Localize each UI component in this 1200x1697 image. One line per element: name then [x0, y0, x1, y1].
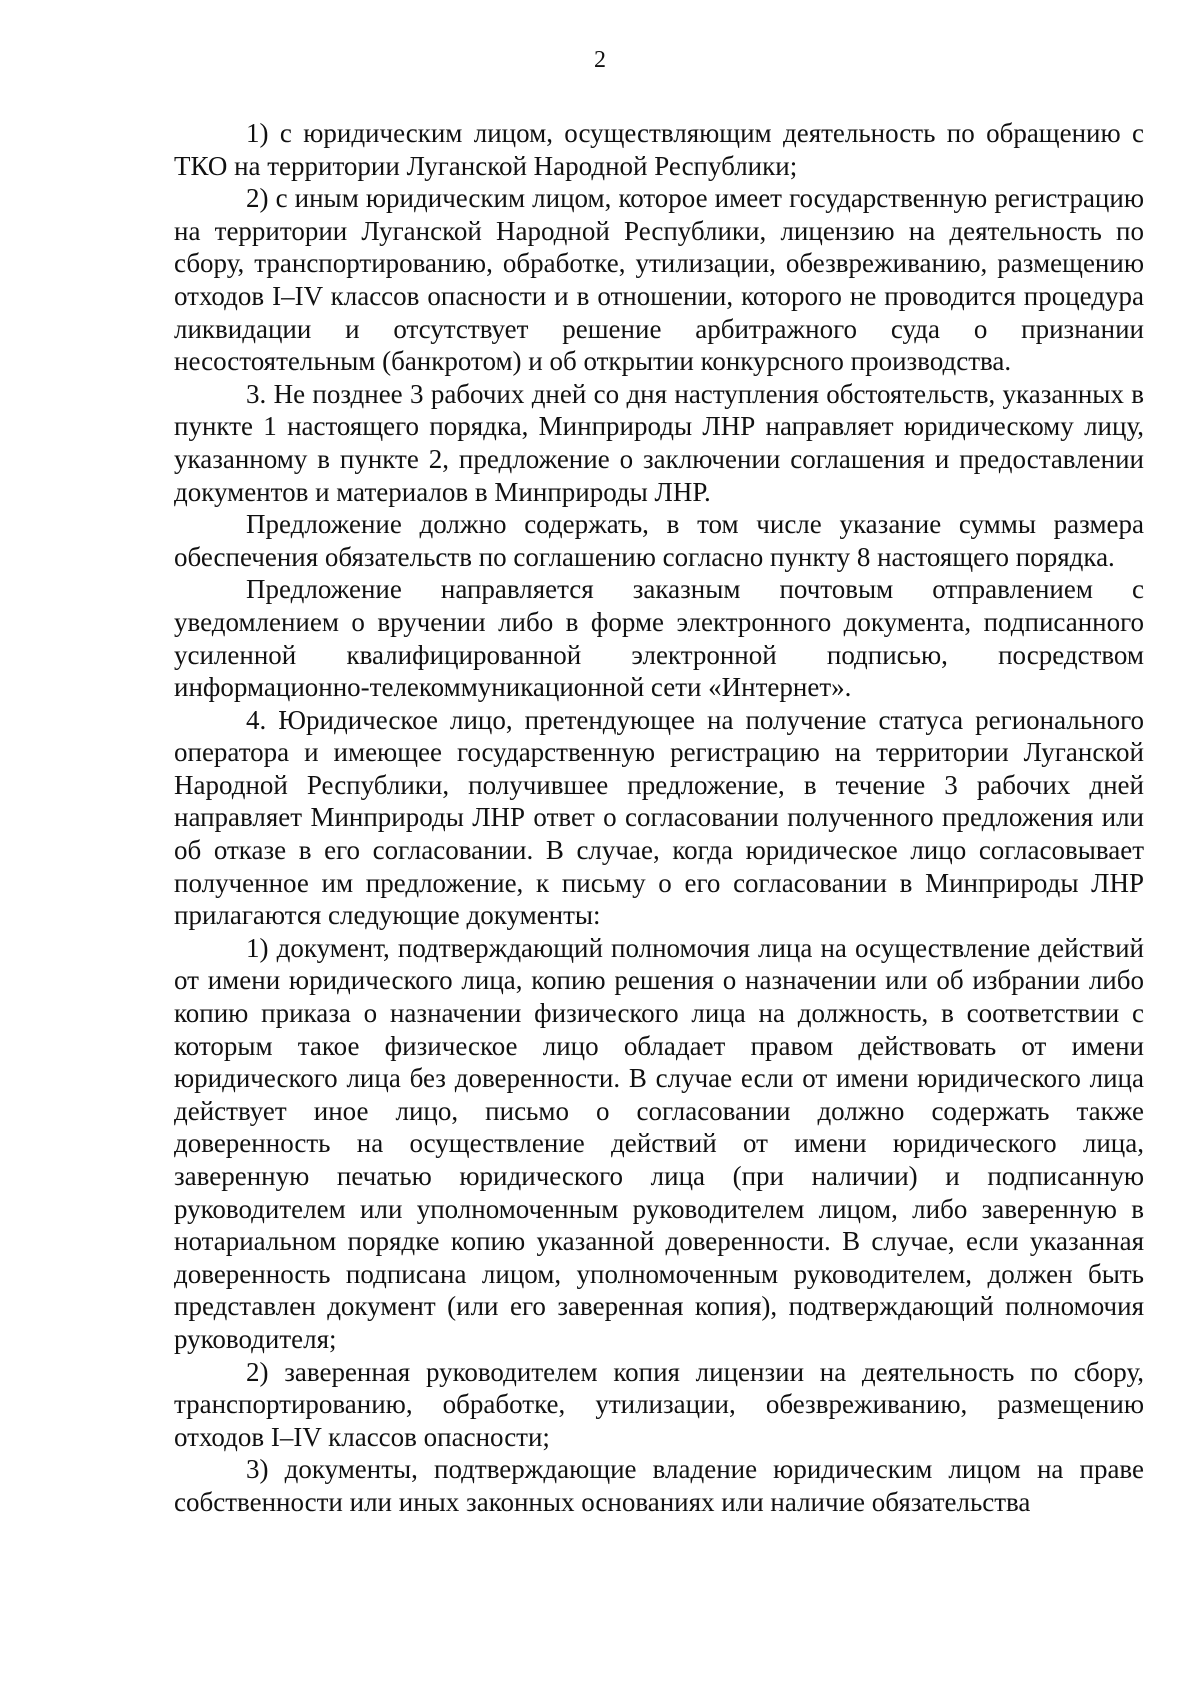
- paragraph-document-1: 1) документ, подтверждающий полномочия лица на осуществление действий от имени юридического лица, копию решения о назначении или об избрании либо копию приказа о назначении физического лица на должность, в соответствии с которым такое физическое лицо обладает правом действовать от имени юридического лица без доверенности. В случае если от имени юридического лица действует иное лицо, письмо о согласовании должно содержать также доверенность на осуществление действий от имени юридического лица, заверенную печатью юридического лица (при наличии) и подписанную руководителем или уполномоченным руководителем лицом, либо заверенную в нотариальном порядке копию указанной доверенности. В случае, если указанная доверенность подписана лицом, уполномоченным руководителем, должен быть представлен документ (или его заверенная копия), подтверждающий полномочия руководителя;: [174, 932, 1144, 1354]
- paragraph-offer-content: Предложение должно содержать, в том числе указание суммы размера обеспечения обязательств по соглашению согласно пункту 8 настоящего порядка.: [174, 509, 1144, 572]
- page-number: 2: [594, 47, 606, 73]
- paragraph-clause-3: 3. Не позднее 3 рабочих дней со дня наступления обстоятельств, указанных в пункте 1 настоящего порядка, Минприроды ЛНР направляет юридическому лицу, указанному в пункте 2, предложение о заключении соглашения и предоставлении документов и материалов в Минприроды ЛНР.: [174, 378, 1144, 507]
- paragraph-document-3: 3) документы, подтверждающие владение юридическим лицом на праве собственности или иных законных основаниях или наличие обязательства: [174, 1454, 1144, 1517]
- document-body: [174, 117, 1144, 1519]
- paragraph-document-2: 2) заверенная руководителем копия лицензии на деятельность по сбору, транспортированию, обработке, утилизации, обезвреживанию, размещению отходов I–IV классов опасности;: [174, 1356, 1144, 1452]
- paragraph-item-1: 1) с юридическим лицом, осуществляющим деятельность по обращению с ТКО на территории Луганской Народной Республики;: [174, 118, 1144, 181]
- paragraph-clause-4: 4. Юридическое лицо, претендующее на получение статуса регионального оператора и имеющее государственную регистрацию на территории Луганской Народной Республики, получившее предложение, в течение 3 рабочих дней направляет Минприроды ЛНР ответ о согласовании полученного предложения или об отказе в его согласовании. В случае, когда юридическое лицо согласовывает полученное им предложение, к письму о его согласовании в Минприроды ЛНР прилагаются следующие документы:: [174, 704, 1144, 931]
- paragraph-item-2: 2) с иным юридическим лицом, которое имеет государственную регистрацию на территории Луганской Народной Республики, лицензию на деятельность по сбору, транспортированию, обработке, утилизации, обезвреживанию, размещению отходов I–IV классов опасности и в отношении, которого не проводится процедура ликвидации и отсутствует решение арбитражного суда о признании несостоятельным (банкротом) и об открытии конкурсного производства.: [174, 183, 1144, 377]
- paragraph-offer-delivery: Предложение направляется заказным почтовым отправлением с уведомлением о вручении либо в форме электронного документа, подписанного усиленной квалифицированной электронной подписью, посредством информационно-телекоммуникационной сети «Интернет».: [174, 574, 1144, 703]
